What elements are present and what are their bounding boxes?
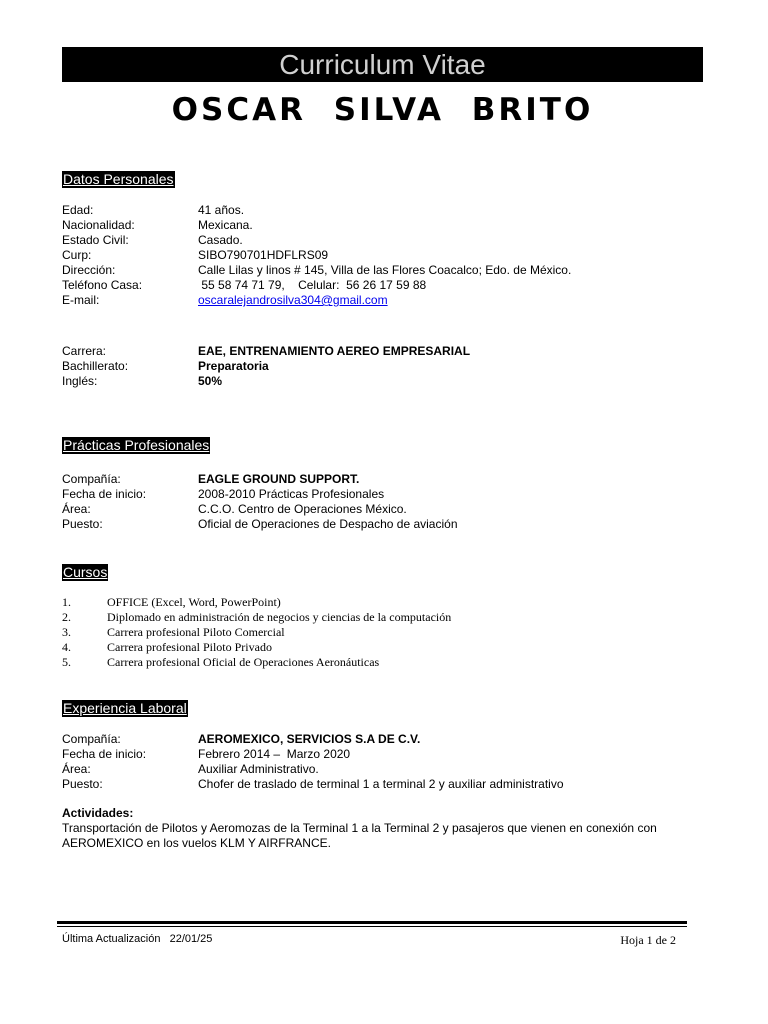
field-label: Fecha de inicio: xyxy=(62,487,147,501)
list-number: 1. xyxy=(62,595,71,609)
document-title: Curriculum Vitae xyxy=(62,47,703,82)
field-value: EAGLE GROUND SUPPORT. xyxy=(198,472,360,486)
field-label: Dirección: xyxy=(62,263,116,277)
personal-row-curp xyxy=(62,248,712,263)
page-number: Hoja 1 de 2 xyxy=(620,933,676,947)
education-row-highschool xyxy=(62,359,712,374)
personal-row-civil-status xyxy=(62,233,712,248)
course-text: Carrera profesional Piloto Comercial xyxy=(107,625,285,639)
field-label: Fecha de inicio: xyxy=(62,747,147,761)
practices-row-company xyxy=(62,472,712,487)
personal-row-email xyxy=(62,293,712,308)
education-row-english xyxy=(62,374,712,389)
section-heading-courses: Cursos xyxy=(63,564,108,580)
person-name: OSCAR SILVA BRITO xyxy=(171,92,594,128)
experience-row-dates xyxy=(62,747,712,762)
field-value: C.C.O. Centro de Operaciones México. xyxy=(198,502,407,516)
list-item xyxy=(62,640,702,655)
field-label: Área: xyxy=(62,502,91,516)
list-number: 5. xyxy=(62,655,71,669)
practices-row-position xyxy=(62,517,712,532)
experience-row-area xyxy=(62,762,712,777)
personal-row-phone xyxy=(62,278,712,293)
experience-list xyxy=(62,732,712,792)
field-value: 2008-2010 Prácticas Profesionales xyxy=(198,487,385,501)
list-item xyxy=(62,625,702,640)
field-label: Inglés: xyxy=(62,374,98,388)
field-label: Estado Civil: xyxy=(62,233,129,247)
education-list xyxy=(62,344,712,389)
practices-row-area xyxy=(62,502,712,517)
list-item xyxy=(62,655,702,670)
email-link[interactable]: oscaralejandrosilva304@gmail.com xyxy=(198,293,388,307)
list-number: 4. xyxy=(62,640,71,654)
course-text: Diplomado en administración de negocios y ciencias de la computación xyxy=(107,610,452,624)
list-item xyxy=(62,595,702,610)
field-value: Casado. xyxy=(198,233,243,247)
footer-divider-thin xyxy=(57,926,687,927)
field-label: Puesto: xyxy=(62,517,103,531)
field-label: Nacionalidad: xyxy=(62,218,135,232)
practices-row-start-date xyxy=(62,487,712,502)
experience-row-position xyxy=(62,777,712,792)
field-value: EAE, ENTRENAMIENTO AEREO EMPRESARIAL xyxy=(198,344,471,358)
activities-label: Actividades: xyxy=(62,806,134,820)
personal-row-address xyxy=(62,263,712,278)
courses-list xyxy=(62,595,702,670)
field-value: Oficial de Operaciones de Despacho de aviación xyxy=(198,517,458,531)
activities-text: Transportación de Pilotos y Aeromozas de la Terminal 1 a la Terminal 2 y pasajeros que vienen en conexión con AEROMEXICO en los vuelos KLM Y AIRFRANCE. xyxy=(62,821,657,850)
field-label: Carrera: xyxy=(62,344,107,358)
field-value: Febrero 2014 – Marzo 2020 xyxy=(198,747,351,761)
field-value: 41 años. xyxy=(198,203,245,217)
field-value: 50% xyxy=(198,374,223,388)
field-label: Curp: xyxy=(62,248,92,262)
field-value: Chofer de traslado de terminal 1 a terminal 2 y auxiliar administrativo xyxy=(198,777,564,791)
experience-row-company xyxy=(62,732,712,747)
field-label: E-mail: xyxy=(62,293,100,307)
course-text: Carrera profesional Piloto Privado xyxy=(107,640,272,654)
course-text: OFFICE (Excel, Word, PowerPoint) xyxy=(107,595,281,609)
section-heading-personal: Datos Personales xyxy=(63,171,174,187)
list-item xyxy=(62,610,702,625)
list-number: 2. xyxy=(62,610,71,624)
field-label: Compañía: xyxy=(62,472,121,486)
course-text: Carrera profesional Oficial de Operaciones Aeronáuticas xyxy=(107,655,380,669)
personal-row-nationality xyxy=(62,218,712,233)
field-value: SIBO790701HDFLRS09 xyxy=(198,248,329,262)
practices-list xyxy=(62,472,712,532)
education-row-career xyxy=(62,344,712,359)
field-label: Bachillerato: xyxy=(62,359,129,373)
field-value: AEROMEXICO, SERVICIOS S.A DE C.V. xyxy=(198,732,421,746)
field-label: Puesto: xyxy=(62,777,103,791)
field-label: Edad: xyxy=(62,203,94,217)
field-value: Mexicana. xyxy=(198,218,253,232)
field-value: Calle Lilas y linos # 145, Villa de las Flores Coacalco; Edo. de México. xyxy=(198,263,572,277)
personal-row-age xyxy=(62,203,712,218)
field-value: 55 58 74 71 79, Celular: 56 26 17 59 88 xyxy=(198,278,427,292)
last-updated: Última Actualización 22/01/25 xyxy=(62,933,213,945)
field-value: Auxiliar Administrativo. xyxy=(198,762,319,776)
field-label: Teléfono Casa: xyxy=(62,278,143,292)
section-heading-experience: Experiencia Laboral xyxy=(63,700,187,716)
section-heading-practices: Prácticas Profesionales xyxy=(63,437,210,453)
personal-data-list xyxy=(62,203,712,308)
list-number: 3. xyxy=(62,625,71,639)
footer-divider xyxy=(57,921,687,924)
field-label: Área: xyxy=(62,762,91,776)
field-value: Preparatoria xyxy=(198,359,269,373)
field-label: Compañía: xyxy=(62,732,121,746)
